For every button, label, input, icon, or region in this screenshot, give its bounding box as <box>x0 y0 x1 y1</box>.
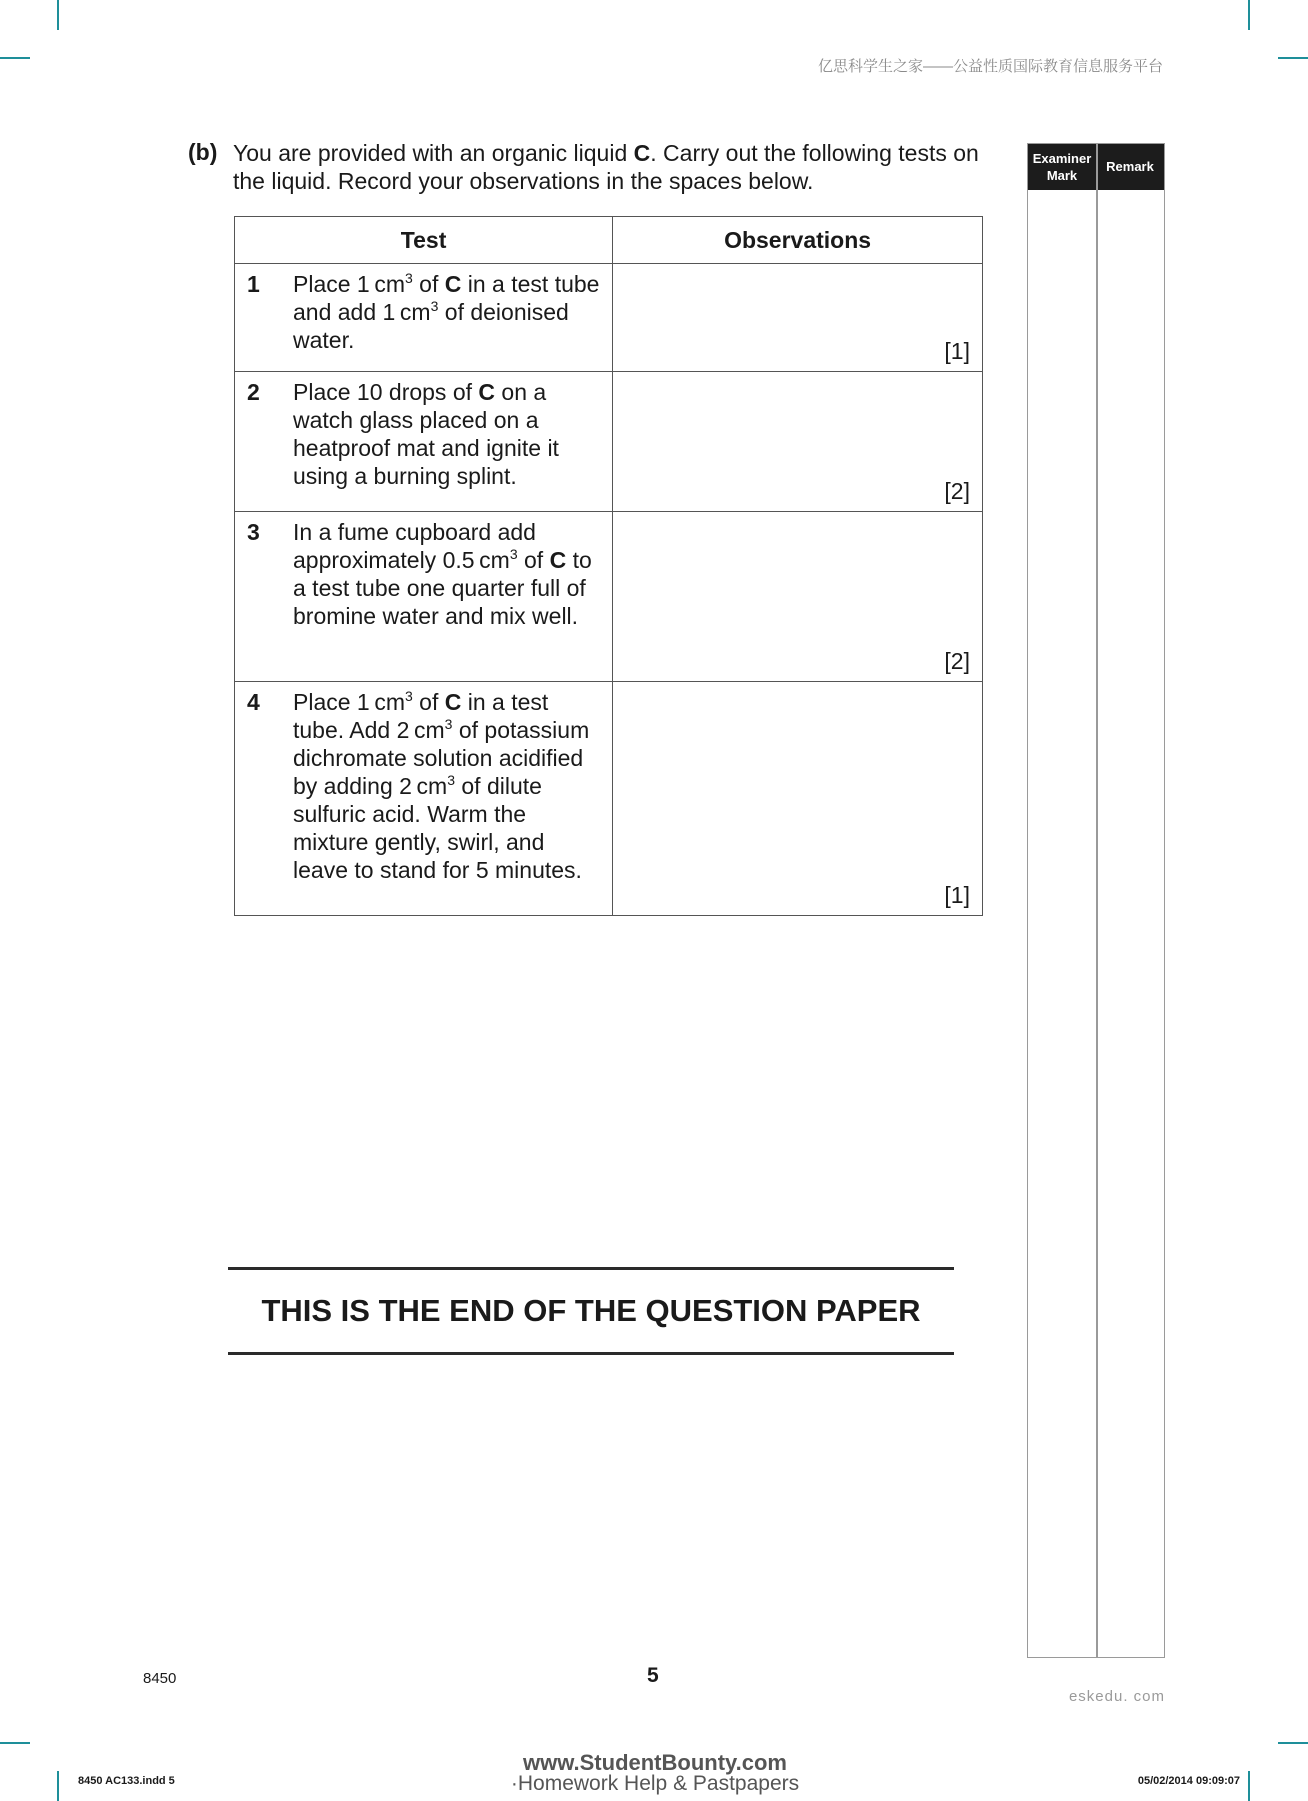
test-number: 3 <box>247 519 260 545</box>
mark-allocation: [1] <box>944 882 970 908</box>
end-of-paper-text: THIS IS THE END OF THE QUESTION PAPER <box>261 1293 921 1328</box>
text-run: to a test tube one quarter full of bromine water and mix well. <box>293 547 592 629</box>
watermark-url: www.StudentBounty.com <box>523 1750 787 1775</box>
paper-code: 8450 <box>143 1670 177 1687</box>
observation-answer-space[interactable] <box>613 682 983 916</box>
table-row <box>235 264 983 372</box>
header-watermark: 亿思科学生之家——公益性质国际教育信息服务平台 <box>817 58 1163 75</box>
crop-mark <box>0 57 30 59</box>
table-row <box>235 512 983 682</box>
superscript: 3 <box>404 270 413 286</box>
crop-mark <box>1278 1742 1308 1744</box>
test-number: 1 <box>247 271 260 297</box>
print-datetime: 05/02/2014 09:09:07 <box>1137 1775 1240 1787</box>
bold-text: C <box>633 140 651 166</box>
superscript: 3 <box>444 716 453 732</box>
observation-answer-space[interactable] <box>613 372 983 512</box>
crop-mark <box>1278 57 1308 59</box>
bold-text: C <box>444 689 462 715</box>
text-run: of <box>412 689 445 715</box>
examiner-divider <box>1096 144 1098 1657</box>
watermark-tagline: ·Homework Help & Pastpapers <box>510 1772 800 1795</box>
examiner-mark-label: Examiner Mark <box>1032 151 1092 183</box>
text-run: in a test tube. Add 2 cm <box>293 689 549 743</box>
end-rule-bottom <box>228 1352 954 1355</box>
end-rule-top <box>228 1267 954 1270</box>
text-run: . Carry out the following tests on the liquid. Record your observations in the spaces below. <box>233 140 979 194</box>
mark-allocation: [2] <box>944 478 970 504</box>
test-cell <box>235 372 613 512</box>
test-number: 4 <box>247 689 260 715</box>
text-run: in a test tube and add 1 cm <box>293 271 600 325</box>
remark-label: Remark <box>1106 159 1154 174</box>
question-label: (b) <box>188 139 218 165</box>
crop-mark <box>57 0 59 30</box>
crop-mark <box>1248 1771 1250 1801</box>
crop-mark <box>0 1742 30 1744</box>
eskedu-watermark: eskedu. com <box>1068 1688 1165 1705</box>
bold-text: C <box>478 379 496 405</box>
page-number: 5 <box>647 1664 659 1687</box>
examiner-column <box>1027 143 1165 1658</box>
text-run: on a watch glass placed on a heatproof mat and ignite it using a burning splint. <box>293 379 559 489</box>
superscript: 3 <box>509 546 518 562</box>
file-slug: 8450 AC133.indd 5 <box>78 1775 175 1787</box>
header-test: Test <box>235 217 613 264</box>
question-intro <box>233 139 993 195</box>
text-run: of <box>517 547 550 573</box>
mark-allocation: [1] <box>944 338 970 364</box>
text-run: of <box>412 271 445 297</box>
superscript: 3 <box>447 772 455 788</box>
text-run: In a fume cupboard add approximately 0.5 cm <box>293 519 536 573</box>
test-cell <box>235 264 613 372</box>
test-cell <box>235 512 613 682</box>
table-row <box>235 682 983 916</box>
text-run: of deionised water. <box>293 299 569 353</box>
superscript: 3 <box>404 688 413 704</box>
superscript: 3 <box>430 298 439 314</box>
test-cell <box>235 682 613 916</box>
text-run: Place 1 cm <box>293 271 405 297</box>
text-run: of potassium dichromate solution acidified by adding 2 cm <box>293 717 590 799</box>
crop-mark <box>1248 0 1250 30</box>
text-run: of dilute sulfuric acid. Warm the mixture gently, swirl, and leave to stand for 5 minutes. <box>293 773 582 883</box>
text-run: You are provided with an organic liquid <box>233 140 634 166</box>
observation-answer-space[interactable] <box>613 264 983 372</box>
bold-text: C <box>549 547 567 573</box>
text-run: Place 10 drops of <box>293 379 479 405</box>
tests-table <box>234 216 983 916</box>
text-run: Place 1 cm <box>293 689 405 715</box>
bold-text: C <box>444 271 462 297</box>
test-number: 2 <box>247 379 260 405</box>
table-row <box>235 372 983 512</box>
header-observations: Observations <box>613 217 983 264</box>
mark-allocation: [2] <box>944 648 970 674</box>
crop-mark <box>57 1771 59 1801</box>
observation-answer-space[interactable] <box>613 512 983 682</box>
